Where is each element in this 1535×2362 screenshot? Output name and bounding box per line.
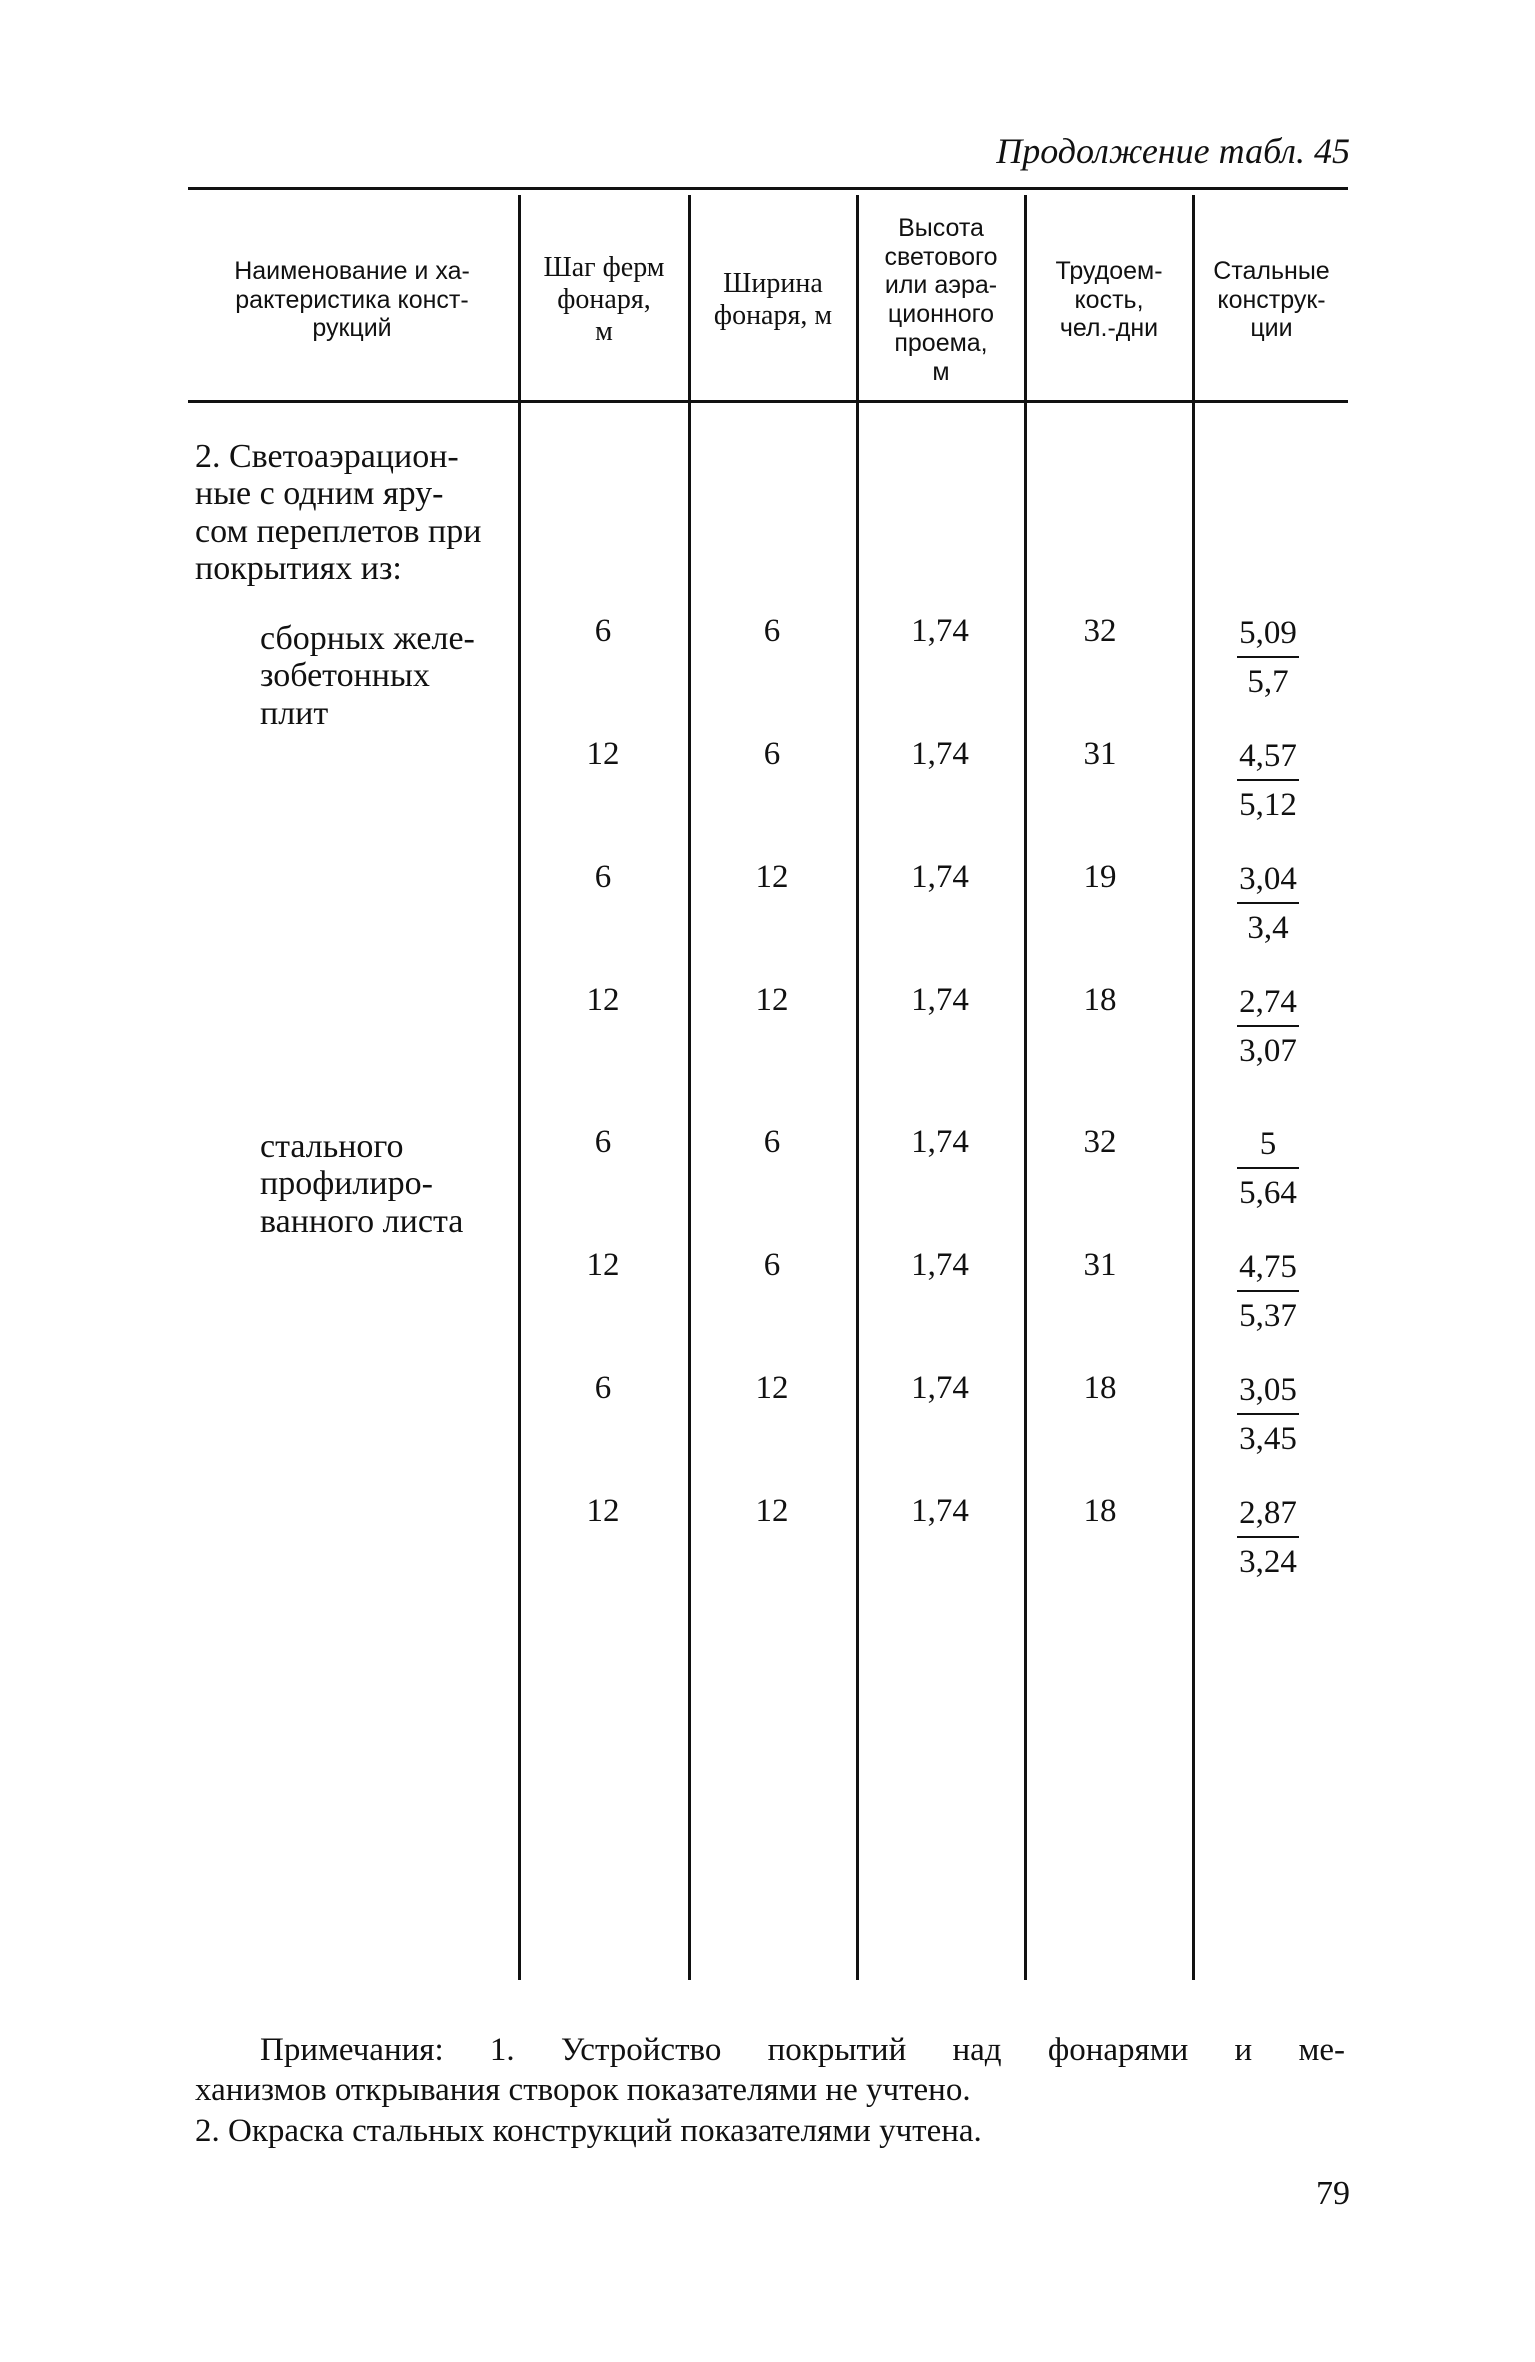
cell-width: 12 (755, 982, 789, 1018)
cell-labor: 18 (1083, 1370, 1117, 1406)
header-width: Ширина фонаря, м (713, 267, 833, 331)
table-caption: Продолжение табл. 45 (996, 131, 1350, 171)
cell-width: 12 (755, 1370, 789, 1406)
cell-steel: 4,75 5,37 (1208, 1251, 1328, 1333)
cell-steel: 2,87 3,24 (1208, 1497, 1328, 1579)
cell-truss-step: 6 (594, 1370, 612, 1406)
cell-height: 1,74 (911, 736, 969, 772)
cell-width: 12 (755, 1493, 789, 1529)
cell-truss-step: 6 (594, 1124, 612, 1160)
header-truss-step: Шаг ферм фонаря, м (543, 251, 665, 348)
cell-labor: 32 (1083, 613, 1117, 649)
cell-truss-step: 12 (586, 982, 620, 1018)
header-height: Высота светового или аэра- ционного проема, м (884, 213, 998, 386)
cell-width: 6 (763, 736, 781, 772)
cell-height: 1,74 (911, 982, 969, 1018)
cell-steel: 3,04 3,4 (1208, 863, 1328, 945)
column-divider (856, 195, 859, 1980)
header-labor: Трудоем- кость, чел.-дни (1055, 256, 1163, 343)
cell-labor: 31 (1083, 736, 1117, 772)
cell-height: 1,74 (911, 1247, 969, 1283)
cell-height: 1,74 (911, 1124, 969, 1160)
group-name: сборных желе- зобетонных плит (260, 620, 475, 732)
cell-labor: 18 (1083, 982, 1117, 1018)
column-divider (1192, 195, 1195, 1980)
cell-width: 6 (763, 1124, 781, 1160)
cell-steel: 4,57 5,12 (1208, 740, 1328, 822)
cell-steel: 5,09 5,7 (1208, 617, 1328, 699)
cell-truss-step: 12 (586, 1493, 620, 1529)
cell-truss-step: 6 (594, 859, 612, 895)
cell-truss-step: 12 (586, 736, 620, 772)
cell-truss-step: 6 (594, 613, 612, 649)
table-notes: Примечания: 1. Устройство покрытий над фонарями и ме- ханизмов открывания створок показателями не учтено. 2. Окраска стальных конструкций показателями учтена. (195, 2032, 1345, 2149)
page-number: 79 (1316, 2175, 1350, 2212)
cell-labor: 32 (1083, 1124, 1117, 1160)
cell-width: 6 (763, 1247, 781, 1283)
cell-steel: 5 5,64 (1208, 1128, 1328, 1210)
cell-height: 1,74 (911, 859, 969, 895)
cell-labor: 19 (1083, 859, 1117, 895)
section-title: 2. Светоаэрацион- ные с одним яру- сом переплетов при покрытиях из: (195, 438, 482, 588)
header-name: Наименование и ха- рактеристика конст- рукций (234, 256, 470, 343)
header-steel: Стальные конструк- ции (1213, 256, 1330, 343)
cell-height: 1,74 (911, 1493, 969, 1529)
header-top-rule (188, 187, 1348, 190)
column-divider (1024, 195, 1027, 1980)
cell-height: 1,74 (911, 613, 969, 649)
group-name: стального профилиро- ванного листа (260, 1128, 464, 1240)
cell-width: 12 (755, 859, 789, 895)
column-divider (518, 195, 521, 1980)
column-divider (688, 195, 691, 1980)
cell-labor: 18 (1083, 1493, 1117, 1529)
cell-width: 6 (763, 613, 781, 649)
header-bottom-rule (188, 400, 1348, 403)
cell-steel: 2,74 3,07 (1208, 986, 1328, 1068)
cell-steel: 3,05 3,45 (1208, 1374, 1328, 1456)
cell-height: 1,74 (911, 1370, 969, 1406)
cell-labor: 31 (1083, 1247, 1117, 1283)
cell-truss-step: 12 (586, 1247, 620, 1283)
